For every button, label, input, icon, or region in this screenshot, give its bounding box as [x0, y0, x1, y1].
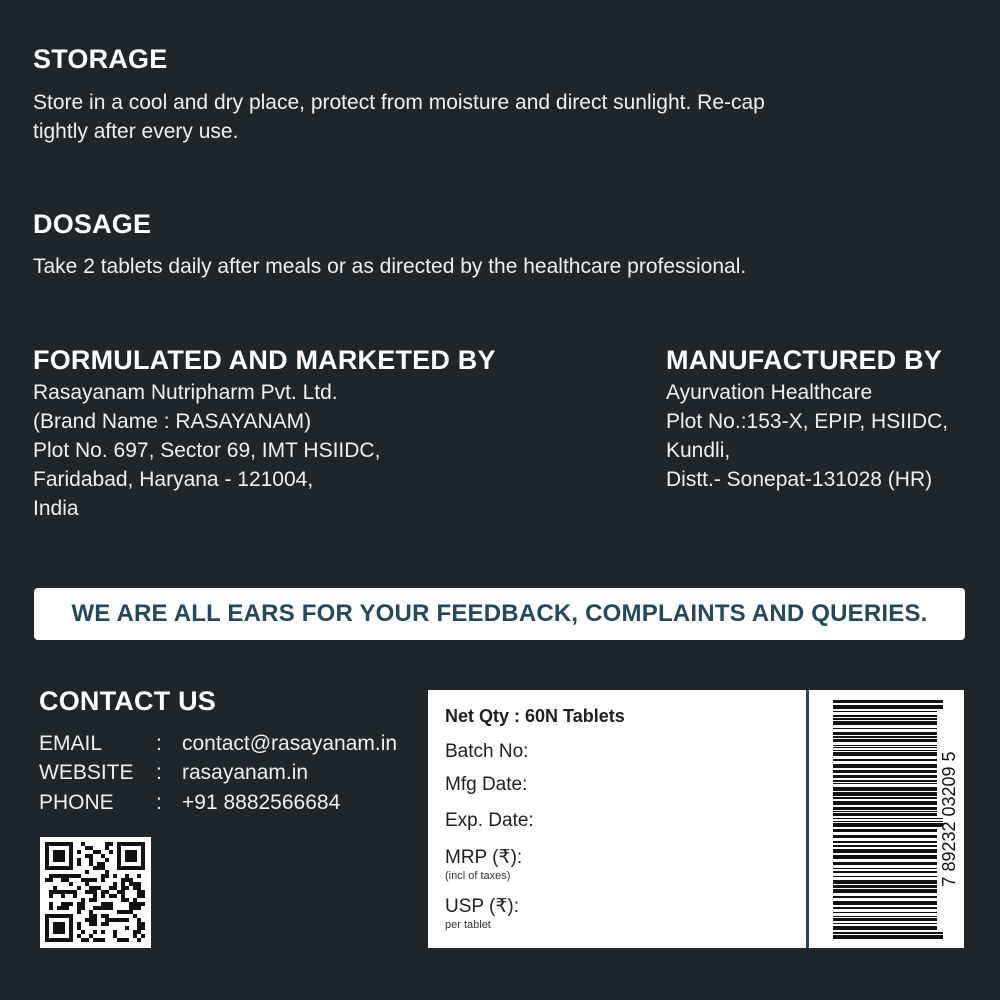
formulated-line: (Brand Name : RASAYANAM) [33, 410, 312, 433]
formulated-address [33, 378, 380, 523]
barcode-digits: 7 89232 03209 5 [939, 751, 959, 887]
feedback-banner-text: WE ARE ALL EARS FOR YOUR FEEDBACK, COMPLAINTS AND QUERIES. [71, 600, 928, 627]
formulated-line: Plot No. 697, Sector 69, IMT HSIIDC, [33, 439, 381, 462]
dosage-text: Take 2 tablets daily after meals or as directed by the healthcare professional. [33, 255, 747, 278]
formulated-line: India [33, 497, 79, 520]
mfg-date-label: Mfg Date: [445, 774, 528, 795]
contact-heading: CONTACT US [39, 686, 216, 716]
label-divider [806, 690, 809, 948]
manufactured-line: Plot No.:153-X, EPIP, HSIIDC, [666, 410, 949, 433]
contact-email-key: EMAIL [39, 732, 103, 755]
manufactured-address [666, 378, 948, 494]
contact-separator: : [156, 761, 162, 784]
storage-heading: STORAGE [33, 44, 168, 74]
mrp-note: (incl of taxes) [445, 870, 511, 882]
batch-number-label: Batch No: [445, 741, 529, 762]
contact-website-value: rasayanam.in [182, 761, 309, 784]
feedback-banner [34, 588, 965, 640]
contact-separator: : [156, 732, 162, 755]
storage-line: tightly after every use. [33, 120, 239, 143]
dosage-heading: DOSAGE [33, 209, 152, 239]
formulated-line: Rasayanam Nutripharm Pvt. Ltd. [33, 381, 338, 404]
contact-email-value: contact@rasayanam.in [182, 732, 398, 755]
barcode [813, 690, 964, 948]
formulated-line: Faridabad, Haryana - 121004, [33, 468, 314, 491]
contact-separator: : [156, 791, 162, 814]
storage-text [33, 88, 933, 146]
qr-code-graphic [40, 837, 151, 948]
formulated-heading: FORMULATED AND MARKETED BY [33, 345, 496, 375]
contact-website-key: WEBSITE [39, 761, 134, 784]
storage-line: Store in a cool and dry place, protect from moisture and direct sunlight. Re-cap [33, 91, 765, 114]
manufactured-line: Distt.- Sonepat-131028 (HR) [666, 468, 933, 491]
usp-label: USP (₹): [445, 896, 520, 917]
contact-phone-value: +91 8882566684 [182, 791, 341, 814]
manufactured-line: Ayurvation Healthcare [666, 381, 873, 404]
qr-code [40, 837, 151, 948]
batch-label-box [428, 690, 964, 948]
mrp-label: MRP (₹): [445, 847, 523, 868]
usp-note: per tablet [445, 919, 491, 931]
net-quantity: Net Qty : 60N Tablets [445, 706, 625, 726]
manufactured-line: Kundli, [666, 439, 731, 462]
exp-date-label: Exp. Date: [445, 810, 534, 831]
contact-phone-key: PHONE [39, 791, 114, 814]
barcode-graphic [813, 690, 964, 948]
manufactured-heading: MANUFACTURED BY [666, 345, 942, 375]
